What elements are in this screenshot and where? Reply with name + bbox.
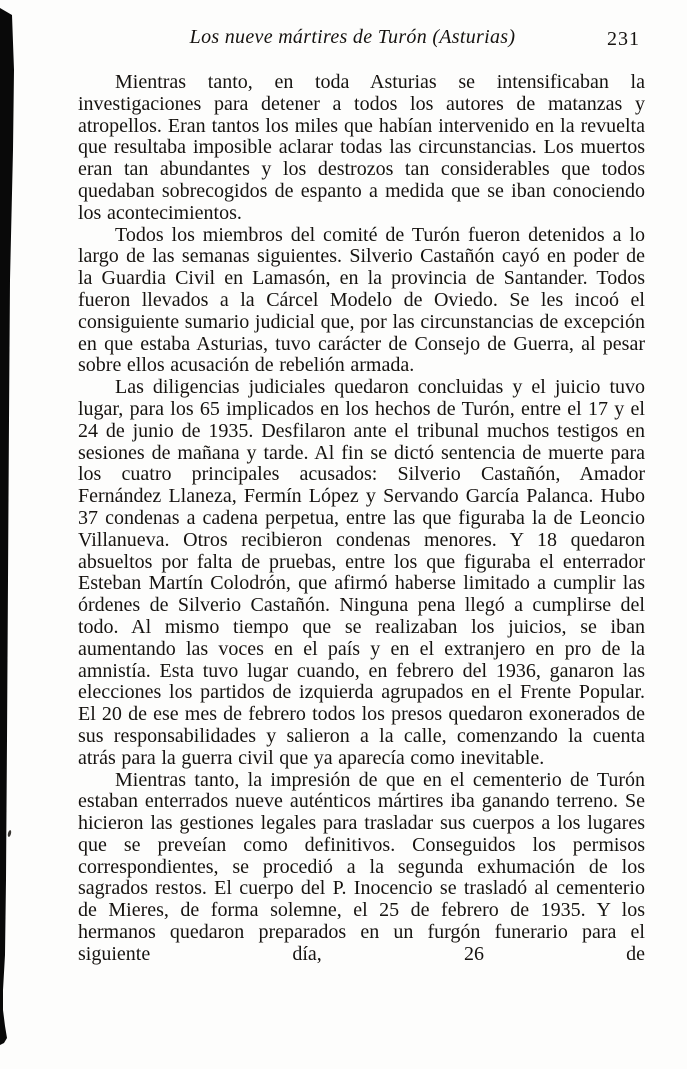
paragraph: Las diligencias judiciales quedaron concluidas y el juicio tuvo lugar, para los 65 implicados en los hechos de Turón, entre el 17 y el 24 de junio de 1935. Desfilaron ante el tribunal muchos testigos en sesiones de mañana y tarde. Al fin se dictó sentencia de muerte para los cuatro principales acusados: Silverio Castañón, Amador Fernández Llaneza, Fermín López y Servando García Palanca. Hubo 37 condenas a cadena perpetua, entre las que figuraba la de Leoncio Villanueva. Otros recibieron condenas menores. Y 18 quedaron absueltos por falta de pruebas, entre los que figuraba el enterrador Esteban Martín Colodrón, que afirmó haberse limitado a cumplir las órdenes de Silverio Castañón. Ninguna pena llegó a cumplirse del todo. Al mismo tiempo que se realizaban los juicios, se iban aumentando las voces en el país y en el extranjero en pro de la amnistía. Esta tuvo lugar cuando, en febrero del 1936, ganaron las elecciones los partidos de izquierda agrupados en el Frente Popular. El 20 de ese mes de febrero todos los presos quedaron exonerados de sus responsabilidades y salieron a la calle, comenzando la cuenta atrás para la guerra civil que ya aparecía como inevitable. xyxy=(78,376,645,769)
running-header xyxy=(78,24,645,53)
paragraph: Todos los miembros del comité de Turón fueron detenidos a lo largo de las semanas siguientes. Silverio Castañón cayó en poder de la Guardia Civil en Lamasón, en la provincia de Santander. Todos fueron llevados a la Cárcel Modelo de Oviedo. Se les incoó el consiguiente sumario judicial que, por las circunstancias de excepción en que estaba Asturias, tuvo carácter de Consejo de Guerra, al pesar sobre ellos acusación de rebelión armada. xyxy=(78,223,645,377)
paragraph: Mientras tanto, en toda Asturias se intensificaban la investigaciones para detener a todos los autores de matanzas y atropellos. Eran tantos los miles que habían intervenido en la revuelta que resultaba imposible aclarar todas las circunstancias. Los muertos eran tan abundantes y los destrozos tan considerables que todos quedaban sobrecogidos de espanto a medida que se iban conociendo los acontecimientos. xyxy=(78,71,645,224)
paragraph: Mientras tanto, la impresión de que en el cementerio de Turón estaban enterrados nueve auténticos mártires iba ganando terreno. Se hicieron las gestiones legales para trasladar sus cuerpos a los lugares que se preveían como definitivos. Conseguidos los permisos correspondientes, se procedió a la segunda exhumación de los sagrados restos. El cuerpo del P. Inocencio se trasladó al cementerio de Mieres, de forma solemne, el 25 de febrero de 1935. Y los hermanos quedaron preparados en un furgón funerario para el siguiente día, 26 de xyxy=(78,768,645,965)
page-content xyxy=(78,24,645,966)
binding-shadow xyxy=(0,0,16,1069)
page-body xyxy=(78,72,645,966)
running-title: Los nueve mártires de Turón (Asturias) xyxy=(189,26,516,48)
scan-speck xyxy=(7,830,12,838)
page-number: 231 xyxy=(607,28,640,50)
